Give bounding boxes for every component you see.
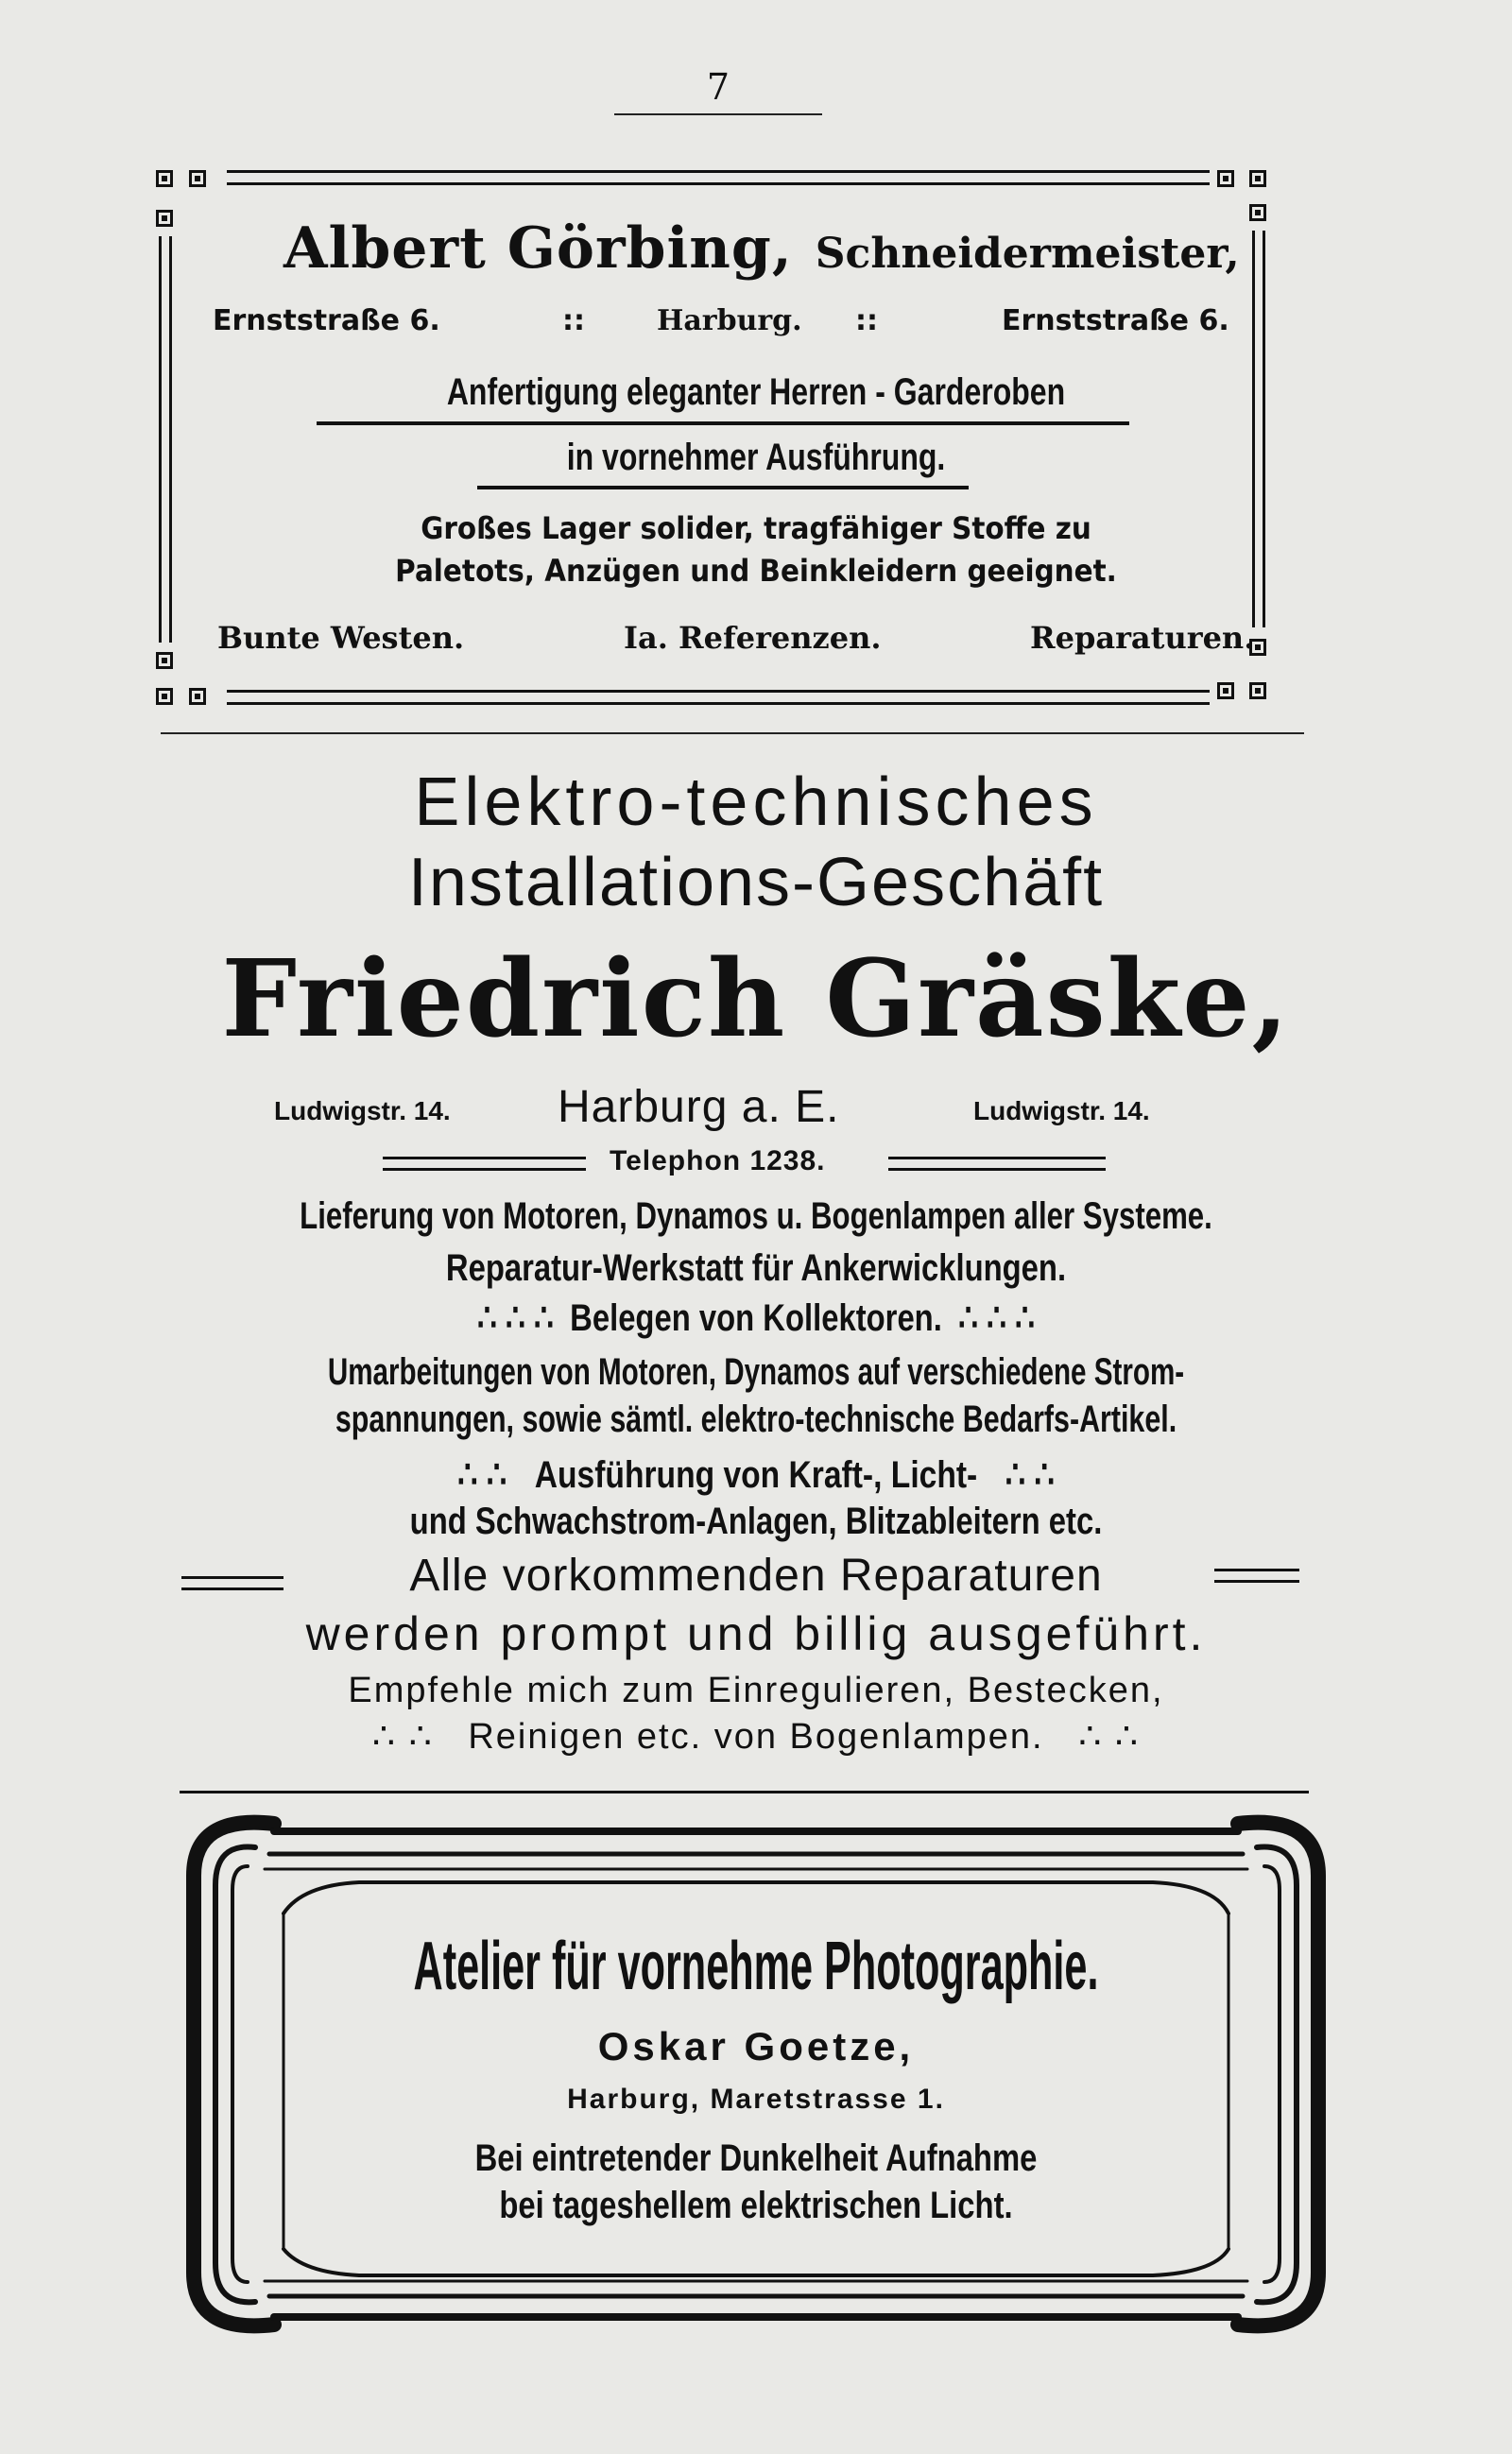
graeske-line-3-text: Belegen von Kollektoren.	[570, 1297, 942, 1339]
goerbing-body-2: Paletots, Anzügen und Beinkleidern geeignet.	[395, 553, 1117, 589]
graeske-address-right: Ludwigstr. 14.	[973, 1096, 1150, 1125]
graeske-telephone: Telephon 1238.	[610, 1145, 826, 1176]
graeske-line-10: Empfehle mich zum Einregulieren, Bestecken,	[348, 1671, 1164, 1710]
graeske-address-left: Ludwigstr. 14.	[274, 1096, 451, 1125]
graeske-line-5: spannungen, sowie sämtl. elektro-technische Bedarfs-Artikel.	[335, 1399, 1177, 1440]
ornament-dots: ∴ ∴	[371, 1717, 434, 1757]
goetze-body-1: Bei eintretender Dunkelheit Aufnahme	[474, 2137, 1038, 2179]
goerbing-headline-2: in vornehmer Ausführung.	[566, 437, 946, 478]
ornament-dots: ∴ ∴	[1005, 1454, 1055, 1496]
goerbing-body-1: Großes Lager solider, tragfähiger Stoffe zu	[421, 510, 1091, 546]
graeske-line-11-text: Reinigen etc. von Bogenlampen.	[468, 1717, 1044, 1757]
ornament-dots: ∴ ∴ ∴	[476, 1297, 554, 1339]
graeske-title-1: Elektro-technisches	[414, 764, 1098, 840]
goerbing-headline-1: Anfertigung eleganter Herren - Garderoben	[446, 371, 1066, 413]
goerbing-footer-left: Bunte Westen.	[217, 620, 465, 656]
graeske-city: Harburg a. E.	[558, 1082, 840, 1132]
ornament-dots: ∴ ∴ ∴	[958, 1297, 1035, 1339]
graeske-line-9: werden prompt und billig ausgeführt.	[305, 1607, 1207, 1660]
graeske-line-6-text: Ausführung von Kraft-, Licht-	[534, 1454, 978, 1496]
ornament-dots: ∴ ∴	[457, 1454, 507, 1496]
goerbing-footer-center: Ia. Referenzen.	[624, 620, 882, 656]
graeske-title-2: Installations-Geschäft	[407, 845, 1105, 920]
goerbing-city: Harburg.	[657, 304, 802, 337]
goetze-headline: Atelier für vornehme Photographie.	[413, 1929, 1099, 2004]
goerbing-separator: ::	[855, 304, 878, 337]
graeske-line-7: und Schwachstrom-Anlagen, Blitzableitern etc.	[409, 1501, 1103, 1542]
graeske-line-8: Alle vorkommenden Reparaturen	[409, 1551, 1103, 1601]
page-number: 7	[706, 66, 730, 108]
graeske-line-1: Lieferung von Motoren, Dynamos u. Bogenlampen aller Systeme.	[300, 1195, 1212, 1237]
graeske-name: Friedrich Gräske,	[221, 937, 1291, 1061]
goetze-name: Oskar Goetze,	[597, 2024, 915, 2068]
graeske-line-2: Reparatur-Werkstatt für Ankerwicklungen.	[445, 1247, 1067, 1289]
goerbing-trade: Schneidermeister,	[815, 230, 1240, 278]
goerbing-address-left: Ernststraße 6.	[213, 304, 440, 337]
graeske-line-4: Umarbeitungen von Motoren, Dynamos auf verschiedene Strom-	[327, 1351, 1185, 1393]
goetze-body-2: bei tageshellem elektrischen Licht.	[499, 2185, 1013, 2226]
goetze-address: Harburg, Maretstrasse 1.	[567, 2084, 945, 2115]
goerbing-address-right: Ernststraße 6.	[1002, 304, 1229, 337]
goerbing-name: Albert Görbing,	[284, 215, 793, 282]
ornament-dots: ∴ ∴	[1078, 1717, 1141, 1757]
goerbing-separator: ::	[562, 304, 585, 337]
goerbing-footer-right: Reparaturen.	[1030, 620, 1255, 656]
